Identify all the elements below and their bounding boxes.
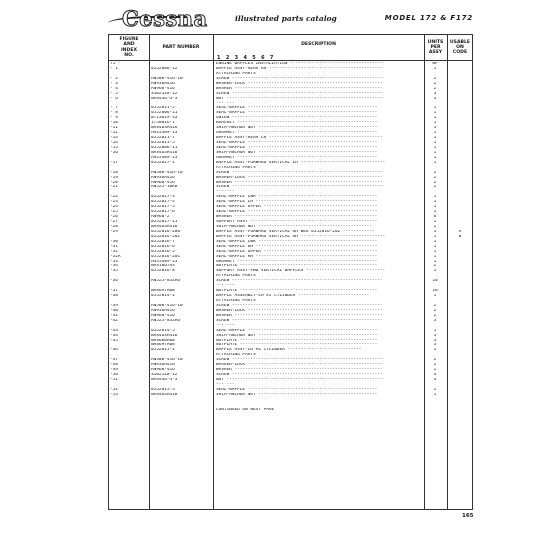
figure-index-cell: -26: [110, 215, 118, 220]
figure-index-cell: -11: [110, 126, 118, 131]
description-cell: NUTPLATE ----------------------------------------------------: [216, 343, 378, 348]
figure-index-cell: -53: [110, 392, 118, 397]
part-number-cell: AN500-416-10: [151, 76, 183, 81]
units-cell: 1: [433, 150, 437, 155]
figure-index-cell: -17: [110, 160, 118, 165]
description-cell: SUPPORT ASSY ------------------------------------------------: [216, 220, 378, 224]
units-cell: 2: [433, 81, 437, 86]
description-cell: SHIM-ANCHOR NUT ---------------------------------------------: [216, 150, 378, 155]
units-cell: 1: [433, 205, 437, 210]
figure-index-cell: -15: [110, 145, 118, 150]
units-cell: 2: [433, 76, 437, 81]
part-number-cell: 1750016-1: [151, 121, 175, 126]
units-cell: 2: [433, 224, 437, 229]
description-cell: SEAL-BAFFLE -------------------------------------------------: [216, 106, 378, 111]
description-cell: NUTPLATE ----------------------------------------------------: [216, 338, 378, 343]
part-number-cell: 0552016-6: [151, 244, 175, 249]
catalog-subtitle: illustrated parts catalog: [235, 14, 337, 23]
description-cell: SEAL-BAFFLE UPPER -------------------------------------------: [216, 249, 378, 254]
units-cell: 1: [433, 66, 437, 71]
units-cell: 1: [433, 195, 437, 200]
header-figure-index: FIGURE AND INDEX NO.: [119, 36, 139, 58]
part-number-cell: AN960-416: [151, 86, 175, 91]
description-cell: SEAL-BAFFLE -------------------------------------------------: [216, 145, 378, 150]
part-number-cell: NAS446-4-3: [151, 378, 178, 382]
part-number-cell: 0552016-202: [151, 234, 181, 239]
description-cell: ---*---: [216, 284, 235, 289]
part-number-cell: 0552016-5: [151, 249, 175, 254]
part-number-cell: 0552006-11: [151, 111, 178, 116]
part-number-cell: 0552006-11: [151, 145, 178, 150]
usable-code-cell: B: [458, 234, 462, 239]
description-cell: UNION -------------------------------------------------------: [216, 116, 378, 121]
units-cell: 1: [433, 387, 437, 392]
units-cell: 2: [433, 363, 437, 368]
part-number-cell: NAS697A08: [151, 343, 175, 348]
description-cell: SEAL-BAFFLE -------------------------------------------------: [216, 328, 378, 333]
description-cell: GROMMET -----------------------------------------------------: [216, 155, 378, 160]
description-cell: SCREW ---------------------------------------------------------: [216, 91, 383, 96]
part-number-cell: 0552017-3: [151, 195, 175, 200]
figure-index-cell: -13: [110, 136, 118, 141]
units-cell: 6: [433, 215, 437, 220]
part-number-cell: NAS446-4-3: [151, 96, 178, 101]
figure-index-cell: -47: [110, 358, 118, 363]
part-number-cell: AN960-2: [151, 215, 170, 220]
part-number-cell: 0552017-4: [151, 200, 175, 205]
figure-index-cell: 71 -: [110, 62, 121, 66]
part-number-cell: AN936A416: [151, 308, 175, 313]
units-cell: 1: [433, 234, 437, 239]
units-cell: 1: [433, 200, 437, 205]
description-cell: SCREW ---------------------------------------------------------: [216, 373, 383, 378]
figure-index-cell: -43: [110, 328, 118, 333]
figure-index-cell: -32: [110, 249, 118, 254]
part-number-cell: AN960-416: [151, 368, 175, 373]
units-cell: 4: [433, 378, 437, 382]
figure-index-cell: -48: [110, 363, 118, 368]
units-cell: 2: [433, 358, 437, 363]
part-number-cell: AN960-416: [151, 313, 175, 318]
description-cell: ---*---: [216, 101, 235, 106]
description-cell: ATTACHING PARTS: [216, 165, 256, 170]
part-number-cell: AN500-416-10: [151, 303, 183, 308]
figure-index-cell: -51: [110, 378, 118, 382]
model-label: MODEL 172 & F172: [384, 14, 473, 22]
units-cell: 2: [433, 368, 437, 373]
figure-index-cell: -20: [110, 180, 118, 185]
part-number-cell: 0552011-7: [151, 136, 175, 141]
part-number-cell: NAS463A416: [151, 224, 178, 229]
units-cell: 3: [433, 91, 437, 96]
units-cell: 10: [432, 279, 438, 284]
units-cell: 3: [433, 343, 437, 348]
description-cell: SUPPORT ASSY-FWD VERTICAL BAFFLES ------------------------------: [216, 269, 386, 274]
description-cell: WASHER --------------------------------------------------------: [216, 180, 383, 185]
units-cell: 1: [433, 328, 437, 333]
figure-index-cell: -18: [110, 170, 118, 175]
description-cell: SCREW ---------------------------------------------------------: [216, 318, 383, 323]
page-number: 165: [462, 513, 474, 519]
description-cell: SCREW ---------------------------------------------------------: [216, 170, 383, 175]
description-cell: WASHER --------------------------------------------------------: [216, 86, 383, 91]
units-cell: 1: [433, 160, 437, 165]
part-number-cell: NAS463A416: [151, 392, 178, 397]
part-number-cell: NAS463A416: [151, 126, 178, 131]
catalog-header: [108, 4, 473, 34]
figure-index-cell: -49: [110, 368, 118, 373]
part-number-cell: S1021Z8-12: [151, 91, 178, 96]
units-cell: 1: [433, 126, 437, 131]
figure-index-cell: - 7: [110, 106, 118, 111]
figure-index-cell: -33: [110, 259, 118, 264]
units-cell: 1: [433, 244, 437, 249]
figure-index-cell: - 5: [110, 91, 118, 96]
part-number-cell: 0552014-5: [151, 328, 175, 333]
part-number-cell: 0552017-1: [151, 160, 175, 165]
part-number-cell: NAS1067A3: [151, 264, 175, 269]
part-number-cell: MS35489-13: [151, 131, 178, 136]
part-number-cell: NAS697A08: [151, 289, 175, 294]
units-cell: 1: [433, 229, 437, 234]
description-cell: WASHER-LOCK ---------------------------------------------------: [216, 308, 383, 313]
header-part-number: PART NUMBER: [162, 44, 200, 50]
units-cell: 3: [433, 318, 437, 323]
units-cell: 2: [433, 308, 437, 313]
figure-index-cell: - 4: [110, 86, 118, 91]
part-number-cell: MS35489-13: [151, 155, 178, 160]
description-cell: BAFFLE ASSY-LH #4 CYLINDER ----------------------------: [216, 348, 362, 353]
units-cell: 1: [433, 116, 437, 121]
units-cell: 1: [433, 131, 437, 136]
part-number-cell: 0552017-11: [151, 220, 178, 224]
part-number-cell: 0552015-1: [151, 348, 175, 353]
figure-index-cell: -36: [110, 279, 118, 284]
part-number-cell: 0552016-201: [151, 254, 181, 259]
description-cell: WASHER-LOCK ---------------------------------------------------: [216, 363, 383, 368]
description-cell: SEAL-BAFFLE LWR ---------------------------------------------: [216, 239, 378, 244]
units-cell: 1: [433, 155, 437, 160]
figure-index-cell: -52: [110, 387, 118, 392]
units-cell: 1: [433, 145, 437, 150]
description-cell: NUTPLATE ----------------------------------------------------: [216, 264, 378, 269]
header-description: DESCRIPTION: [301, 42, 336, 47]
units-cell: 1: [433, 392, 437, 397]
description-cell: SEAL-BAFFLE RH ----------------------------------------------: [216, 254, 378, 259]
figure-index-cell: -41: [110, 313, 118, 318]
description-cell: BAFFLE ASSY-FORWARD VERTICAL RH --------------------------------: [216, 234, 386, 239]
description-cell: SCREW ---------------------------------------------------------: [216, 358, 383, 363]
part-number-cell: AN500-416-10: [151, 358, 183, 363]
part-number-cell: NAS680A08: [151, 338, 175, 343]
units-cell: 10: [432, 289, 438, 294]
table-row: [109, 408, 472, 413]
part-number-cell: 0552011-5: [151, 141, 175, 145]
part-number-cell: 0552016-7: [151, 239, 175, 244]
units-cell: 1: [433, 333, 437, 338]
description-cell: SEAL-BAFFLE UPPER -------------------------------------------: [216, 205, 378, 210]
description-cell: SEAL-BAFFLE LH ----------------------------------------------: [216, 200, 378, 205]
figure-index-cell: -10: [110, 121, 118, 126]
description-cell: SCREW ---------------------------------------------------------: [216, 279, 383, 284]
units-cell: 1: [433, 348, 437, 353]
part-number-cell: 0713019-33: [151, 116, 178, 121]
units-cell: 2: [433, 185, 437, 190]
part-number-cell: NAS463A416: [151, 150, 178, 155]
units-cell: 1: [433, 259, 437, 264]
figure-index-cell: -32A: [110, 254, 121, 259]
description-cell: SEAL-BAFFLE -------------------------------------------------: [216, 387, 378, 392]
parts-rows: [109, 62, 472, 413]
part-number-cell: AN936A416: [151, 363, 175, 368]
figure-index-cell: -19: [110, 175, 118, 180]
figure-index-cell: -21: [110, 185, 118, 190]
units-cell: 1: [433, 239, 437, 244]
description-cell: WASHER --------------------------------------------------------: [216, 368, 383, 373]
description-cell: ENGINE BAFFLES INSTALLATION -----------------------------------: [216, 62, 383, 66]
figure-index-cell: -46: [110, 348, 118, 353]
usable-code-cell: A: [458, 229, 462, 234]
part-number-cell: 0552017-5: [151, 205, 175, 210]
figure-index-cell: - 8: [110, 111, 118, 116]
description-cell: SHIM-ANCHOR NUT ---------------------------------------------: [216, 392, 378, 397]
units-cell: 2: [433, 170, 437, 175]
description-cell: CONTINUED ON NEXT PAGE: [216, 407, 275, 412]
description-cell: NUT -----------------------------------------------------------: [216, 378, 383, 382]
part-number-cell: 0552016-8: [151, 269, 175, 274]
figure-index-cell: - 3: [110, 81, 118, 86]
units-cell: 2: [433, 303, 437, 308]
part-number-cell: AN960-416: [151, 180, 175, 185]
part-number-cell: AN500-416-10: [151, 170, 183, 175]
header-usable-on-code: USABLE ON CODE: [449, 39, 471, 56]
figure-index-cell: -38: [110, 294, 118, 299]
description-cell: NUTPLATE ----------------------------------------------------: [216, 289, 378, 294]
units-cell: 1: [433, 111, 437, 116]
units-cell: 3: [433, 338, 437, 343]
figure-index-cell: - 1: [110, 66, 118, 71]
units-cell: 1: [433, 106, 437, 111]
part-number-cell: AN525-832R6: [151, 318, 181, 323]
description-cell: SEAL-BAFFLE RH ----------------------------------------------: [216, 244, 378, 249]
figure-index-cell: -23: [110, 200, 118, 205]
description-cell: SCREW ---------------------------------------------------------: [216, 76, 383, 81]
description-cell: SHIM-ANCHOR NUT ---------------------------------------------: [216, 126, 378, 131]
description-cell: WASHER --------------------------------------------------------: [216, 313, 383, 318]
units-cell: 2: [433, 313, 437, 318]
part-number-cell: S1021Z8-12: [151, 373, 178, 378]
description-cell: ATTACHING PARTS: [216, 299, 256, 303]
description-cell: ---*---: [216, 323, 235, 328]
units-cell: 1: [433, 220, 437, 224]
part-number-cell: 0552006-12: [151, 66, 178, 71]
figure-index-cell: -44: [110, 333, 118, 338]
description-cell: ATTACHING PARTS: [216, 71, 256, 76]
header-divider: [109, 60, 472, 61]
units-cell: 3: [433, 96, 437, 101]
description-cell: ---*---: [216, 382, 235, 387]
description-cell: WASHER-LOCK ---------------------------------------------------: [216, 175, 383, 180]
figure-index-cell: -45: [110, 338, 118, 343]
part-number-cell: AN525-832R6: [151, 279, 181, 284]
part-number-cell: 0552011-5: [151, 106, 175, 111]
description-cell: SEAL-BAFFLE -------------------------------------------------: [216, 141, 378, 145]
description-cell: BAFFLE ASSY-FORWARD VERTICAL RH WEU 0552016-202 ------------: [216, 229, 375, 234]
figure-index-cell: -16: [110, 150, 118, 155]
figure-index-cell: -14: [110, 141, 118, 145]
figure-index-cell: -22: [110, 195, 118, 200]
indent-level-digits: 1 2 3 4 5 6 7: [217, 55, 276, 61]
description-cell: ---*---: [216, 190, 235, 195]
header-units-per-assy: UNITS PER ASSY: [427, 39, 444, 56]
part-number-cell: 0552016-200: [151, 229, 181, 234]
figure-index-cell: -27: [110, 220, 118, 224]
description-cell: BAFFLE ASSEMBLY-LH #2 CYLINDER ---------------------------: [216, 294, 370, 299]
figure-index-cell: - 6: [110, 96, 118, 101]
figure-index-cell: -34: [110, 264, 118, 269]
description-cell: BAFFLE ASSY-REAR RH -------------------------------------------: [216, 66, 383, 71]
part-number-cell: AN525-10R6: [151, 185, 178, 190]
part-number-cell: 0552015-3: [151, 387, 175, 392]
brand-logo: Cessna: [122, 6, 208, 31]
part-number-cell: AN936A416: [151, 81, 175, 86]
description-cell: SEAL-BAFFLE -------------------------------------------------: [216, 111, 378, 116]
description-cell: ATTACHING PARTS: [216, 274, 256, 279]
description-cell: GROMMET -----------------------------------------------------: [216, 259, 378, 264]
figure-index-cell: -12: [110, 131, 118, 136]
units-cell: 4: [433, 373, 437, 378]
description-cell: GROMMET -----------------------------------------------------: [216, 131, 378, 136]
units-cell: 1: [433, 141, 437, 145]
part-number-cell: 0552014-1: [151, 294, 175, 299]
description-cell: SCREW ---------------------------------------------------------: [216, 303, 383, 308]
figure-index-cell: - 2: [110, 76, 118, 81]
units-cell: 2: [433, 180, 437, 185]
units-cell: 1: [433, 136, 437, 141]
description-cell: SEAL-BAFFLE -------------------------------------------------: [216, 210, 378, 215]
figure-index-cell: -29: [110, 229, 118, 234]
part-number-cell: NAS463A416: [151, 333, 178, 338]
units-cell: 1: [433, 249, 437, 254]
units-cell: 1: [433, 121, 437, 126]
description-cell: ATTACHING PARTS: [216, 353, 256, 358]
description-cell: BAFFLE ASSY-REAR LH -------------------------------------------: [216, 136, 383, 141]
description-cell: WASHER ------------------------------------------------------: [216, 215, 378, 220]
description-cell: WASHER-LOCK ---------------------------------------------------: [216, 81, 383, 86]
figure-index-cell: -24: [110, 205, 118, 210]
units-cell: 2: [433, 175, 437, 180]
units-cell: 2: [433, 264, 437, 269]
figure-index-cell: -25: [110, 210, 118, 215]
parts-table: [108, 34, 473, 510]
figure-index-cell: -35: [110, 269, 118, 274]
units-cell: 1: [433, 254, 437, 259]
units-cell: 1: [433, 294, 437, 299]
description-cell: SHIM-ANCHOR NUT -------------------------------------------: [216, 224, 372, 229]
units-cell: NP: [432, 62, 438, 66]
description-cell: NUT -----------------------------------------------------------: [216, 96, 383, 101]
description-cell: BRACKET -----------------------------------------------------: [216, 121, 378, 126]
description-cell: SEAL-BAFFLE LWR ---------------------------------------------: [216, 195, 378, 200]
figure-index-cell: -31: [110, 244, 118, 249]
part-number-cell: MS35489-13: [151, 259, 178, 264]
description-cell: BAFFLE ASSY-FORWARD VERTICAL LH --------------------------------: [216, 160, 386, 165]
figure-index-cell: -42: [110, 318, 118, 323]
figure-index-cell: -28: [110, 224, 118, 229]
figure-index-cell: -37: [110, 289, 118, 294]
figure-index-cell: -50: [110, 373, 118, 378]
part-number-cell: AN936A416: [151, 175, 175, 180]
figure-index-cell: -39: [110, 303, 118, 308]
figure-index-cell: -30: [110, 239, 118, 244]
figure-index-cell: - 9: [110, 116, 118, 121]
description-cell: SCREW ---------------------------------------------------------: [216, 185, 383, 190]
units-cell: 1: [433, 269, 437, 274]
units-cell: 2: [433, 86, 437, 91]
description-cell: SHIM-ANCHOR NUT ---------------------------------------------: [216, 333, 378, 338]
figure-index-cell: -40: [110, 308, 118, 313]
units-cell: 1: [433, 210, 437, 215]
part-number-cell: 0552017-6: [151, 210, 175, 215]
